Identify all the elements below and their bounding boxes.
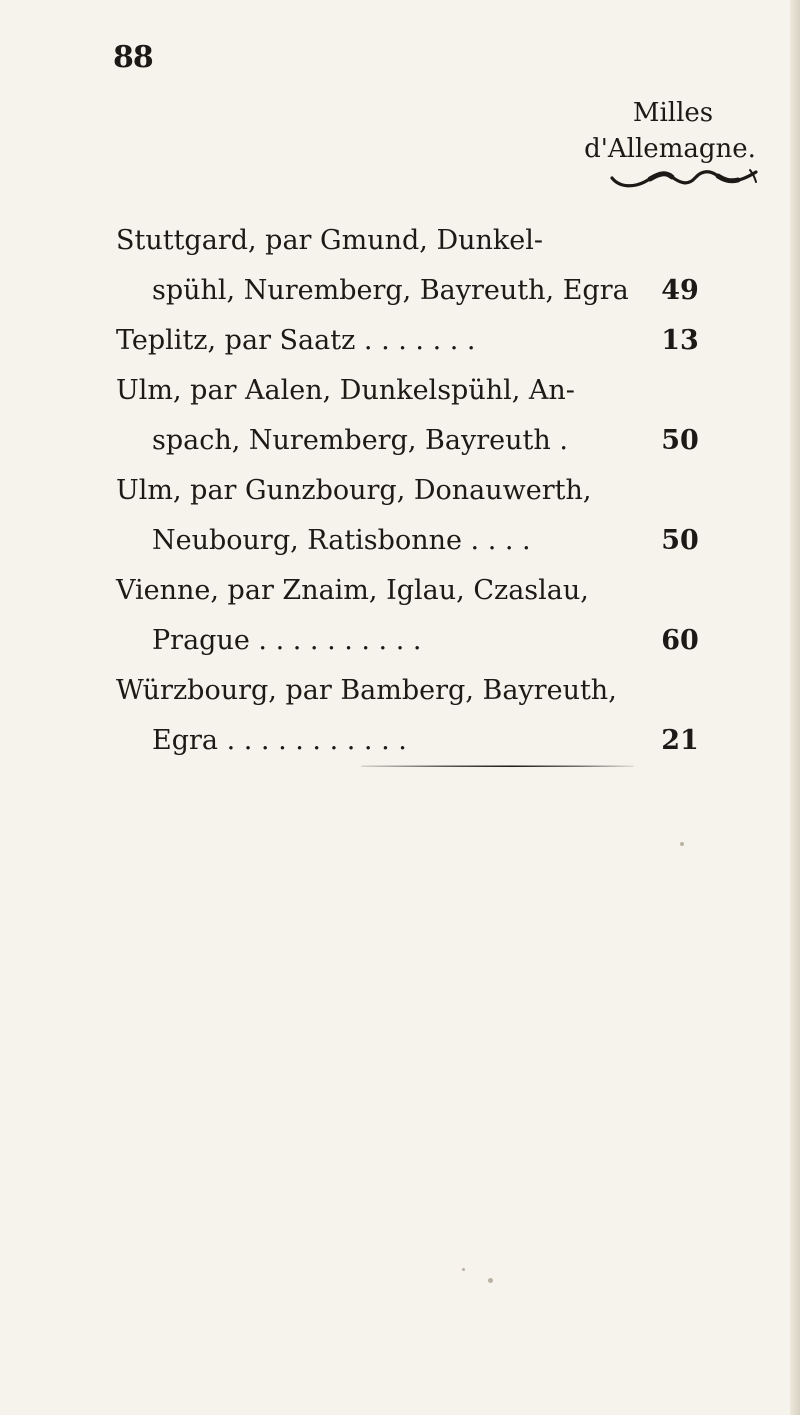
route-distance: 50 <box>661 525 699 556</box>
route-distance: 60 <box>661 625 699 656</box>
route-line <box>0 275 800 325</box>
route-text: Neubourg, Ratisbonne . . . . <box>152 525 531 556</box>
route-text: Ulm, par Gunzbourg, Donauwerth, <box>116 475 592 506</box>
column-header-line1: Milles <box>632 98 714 128</box>
route-line <box>0 625 800 675</box>
route-text: Prague . . . . . . . . . . <box>152 625 422 656</box>
ornament-flourish <box>610 168 760 192</box>
paper-speck <box>680 842 684 846</box>
page-number: 88 <box>113 40 153 75</box>
column-header-line2: d'Allemagne. <box>584 134 756 164</box>
paper-speck <box>488 1278 493 1283</box>
route-text: Egra . . . . . . . . . . . <box>152 725 407 756</box>
route-text: Würzbourg, par Bamberg, Bayreuth, <box>116 675 617 706</box>
route-line <box>0 525 800 575</box>
route-text: Stuttgard, par Gmund, Dunkel- <box>116 225 543 256</box>
route-distance: 13 <box>661 325 699 356</box>
route-distance: 50 <box>661 425 699 456</box>
route-text: Teplitz, par Saatz . . . . . . . <box>116 325 476 356</box>
route-line <box>0 575 800 625</box>
route-distance: 21 <box>661 725 699 756</box>
route-line <box>0 225 800 275</box>
route-line <box>0 475 800 525</box>
route-text: spach, Nuremberg, Bayreuth . <box>152 425 568 456</box>
column-header <box>560 95 780 167</box>
route-line <box>0 325 800 375</box>
route-text: Vienne, par Znaim, Iglau, Czaslau, <box>116 575 589 606</box>
route-distance: 49 <box>661 275 699 306</box>
route-text: spühl, Nuremberg, Bayreuth, Egra <box>152 275 629 306</box>
route-line <box>0 375 800 425</box>
route-line <box>0 675 800 725</box>
route-line <box>0 425 800 475</box>
route-text: Ulm, par Aalen, Dunkelspühl, An- <box>116 375 575 406</box>
divider-rule <box>225 765 770 768</box>
paper-speck <box>462 1268 465 1271</box>
